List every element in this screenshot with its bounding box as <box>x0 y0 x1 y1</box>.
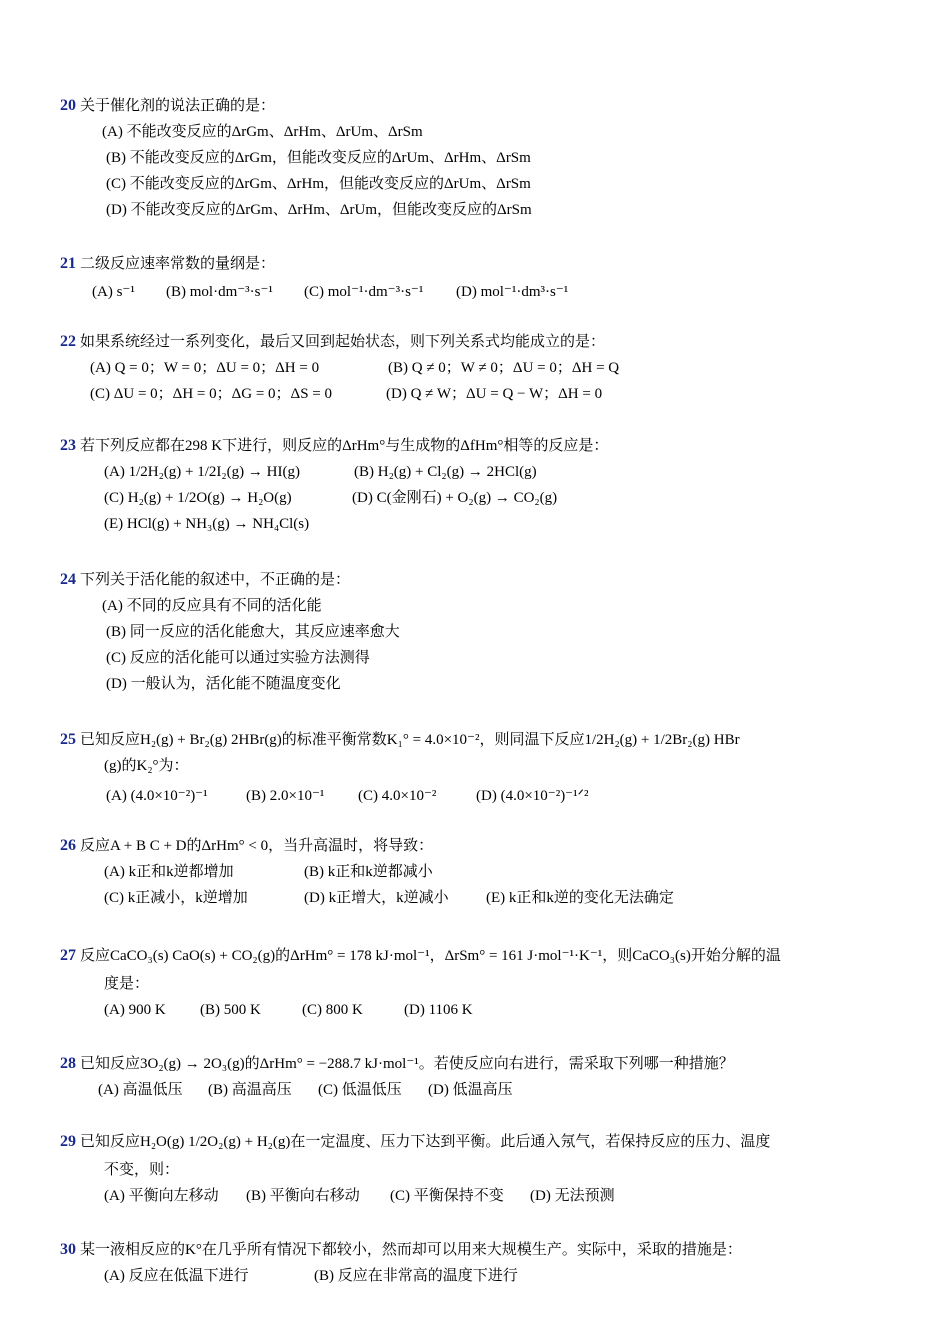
question-stem-continued: 度是： <box>104 976 150 992</box>
question-number: 21 <box>60 255 76 272</box>
question-number: 24 <box>60 571 76 588</box>
option-d: (D) (4.0×10⁻²)⁻¹ᐟ² <box>476 788 589 804</box>
option-c: (C) ΔU = 0；ΔH = 0；ΔG = 0；ΔS = 0 <box>90 386 333 402</box>
question-stem: 已知反应3O₂(g) → 2O₃(g)的ΔrHm° = −288.7 kJ·mol⁻¹。若使反应向右进行，需采取下列哪一种措施？ <box>80 1056 734 1072</box>
question-26 <box>60 836 433 856</box>
option-d: (D) 无法预测 <box>530 1188 615 1204</box>
option-c: (C) 不能改变反应的ΔrGm、ΔrHm，但能改变反应的ΔrUm、ΔrSm <box>106 176 531 192</box>
question-number: 20 <box>60 97 76 114</box>
option-a: (A) 900 K <box>104 1002 166 1018</box>
question-28 <box>60 1054 734 1074</box>
question-24 <box>60 570 350 590</box>
question-29 <box>60 1132 770 1152</box>
option-a: (A) Q = 0；W = 0；ΔU = 0；ΔH = 0 <box>90 360 320 376</box>
option-d: (D) 低温高压 <box>428 1082 513 1098</box>
option-b: (B) H₂(g) + Cl₂(g) → 2HCl(g) <box>354 464 537 480</box>
option-a: (A) 1/2H₂(g) + 1/2I₂(g) → HI(g) <box>104 464 300 480</box>
option-b: (B) 500 K <box>200 1002 261 1018</box>
question-stem: 关于催化剂的说法正确的是： <box>80 98 276 114</box>
option-b: (B) 反应在非常高的温度下进行 <box>314 1268 518 1284</box>
question-number: 28 <box>60 1055 76 1072</box>
question-stem: 下列关于活化能的叙述中，不正确的是： <box>80 572 351 588</box>
question-number: 23 <box>60 437 76 454</box>
question-23 <box>60 436 608 456</box>
question-stem: 已知反应H₂O(g) 1/2O₂(g) + H₂(g)在一定温度、压力下达到平衡。此后通入氖气，若保持反应的压力、温度 <box>80 1134 771 1150</box>
option-d: (D) Q ≠ W；ΔU = Q − W；ΔH = 0 <box>386 386 603 402</box>
option-b: (B) 高温高压 <box>208 1082 292 1098</box>
question-stem: 如果系统经过一系列变化，最后又回到起始状态，则下列关系式均能成立的是： <box>80 334 606 350</box>
question-22 <box>60 332 605 352</box>
option-a: (A) 高温低压 <box>98 1082 183 1098</box>
option-a: (A) 不能改变反应的ΔrGm、ΔrHm、ΔrUm、ΔrSm <box>102 124 423 140</box>
option-b: (B) 同一反应的活化能愈大，其反应速率愈大 <box>106 624 400 640</box>
question-number: 29 <box>60 1133 76 1150</box>
question-stem: 已知反应H₂(g) + Br₂(g) 2HBr(g)的标准平衡常数K₁° = 4.0×10⁻²，则同温下反应1/2H₂(g) + 1/2Br₂(g) HBr <box>80 732 740 748</box>
question-27 <box>60 946 781 966</box>
option-a: (A) k正和k逆都增加 <box>104 864 234 880</box>
question-stem: 某一液相反应的K°在几乎所有情况下都较小，然而却可以用来大规模生产。实际中，采取的措施是： <box>80 1242 742 1258</box>
option-d: (D) C(金刚石) + O₂(g) → CO₂(g) <box>352 490 558 506</box>
option-e: (E) k正和k逆的变化无法确定 <box>486 890 674 906</box>
question-stem: 反应A + B C + D的ΔrHm° < 0，当升高温时，将导致： <box>80 838 434 854</box>
option-b: (B) k正和k逆都减小 <box>304 864 433 880</box>
question-21 <box>60 254 275 274</box>
option-b: (B) 平衡向右移动 <box>246 1188 360 1204</box>
question-number: 26 <box>60 837 76 854</box>
question-number: 22 <box>60 333 76 350</box>
question-stem-continued: (g)的K₂°为： <box>104 758 189 774</box>
option-d: (D) mol⁻¹·dm³·s⁻¹ <box>456 284 569 300</box>
option-a: (A) 反应在低温下进行 <box>104 1268 249 1284</box>
question-25 <box>60 730 740 750</box>
option-c: (C) H₂(g) + 1/2O(g) → H₂O(g) <box>104 490 292 506</box>
question-stem: 若下列反应都在298 K下进行，则反应的ΔrHm°与生成物的ΔfHm°相等的反应是： <box>80 438 609 454</box>
option-b: (B) Q ≠ 0；W ≠ 0；ΔU = 0；ΔH = Q <box>388 360 620 376</box>
option-e: (E) HCl(g) + NH₃(g) → NH₄Cl(s) <box>104 516 310 532</box>
option-d: (D) k正增大，k逆减小 <box>304 890 449 906</box>
option-c: (C) k正减小，k逆增加 <box>104 890 248 906</box>
question-number: 25 <box>60 731 76 748</box>
question-stem: 二级反应速率常数的量纲是： <box>80 256 276 272</box>
option-a: (A) s⁻¹ <box>92 284 135 300</box>
option-c: (C) 4.0×10⁻² <box>358 788 437 804</box>
option-c: (C) 平衡保持不变 <box>390 1188 504 1204</box>
option-b: (B) 2.0×10⁻¹ <box>246 788 325 804</box>
option-a: (A) (4.0×10⁻²)⁻¹ <box>106 788 208 804</box>
option-c: (C) 反应的活化能可以通过实验方法测得 <box>106 650 370 666</box>
option-b: (B) 不能改变反应的ΔrGm，但能改变反应的ΔrUm、ΔrHm、ΔrSm <box>106 150 531 166</box>
option-a: (A) 不同的反应具有不同的活化能 <box>102 598 322 614</box>
option-c: (C) 低温低压 <box>318 1082 402 1098</box>
option-c: (C) 800 K <box>302 1002 363 1018</box>
option-b: (B) mol·dm⁻³·s⁻¹ <box>166 284 273 300</box>
option-d: (D) 1106 K <box>404 1002 473 1018</box>
question-20 <box>60 96 275 116</box>
option-d: (D) 不能改变反应的ΔrGm、ΔrHm、ΔrUm，但能改变反应的ΔrSm <box>106 202 532 218</box>
question-stem: 反应CaCO₃(s) CaO(s) + CO₂(g)的ΔrHm° = 178 kJ·mol⁻¹，ΔrSm° = 161 J·mol⁻¹·K⁻¹，则CaCO₃(s)开始分解的温 <box>80 948 781 964</box>
option-c: (C) mol⁻¹·dm⁻³·s⁻¹ <box>304 284 424 300</box>
question-stem-continued: 不变，则： <box>104 1162 180 1178</box>
question-number: 27 <box>60 947 76 964</box>
question-number: 30 <box>60 1241 76 1258</box>
option-d: (D) 一般认为，活化能不随温度变化 <box>106 676 341 692</box>
question-30 <box>60 1240 742 1260</box>
option-a: (A) 平衡向左移动 <box>104 1188 219 1204</box>
